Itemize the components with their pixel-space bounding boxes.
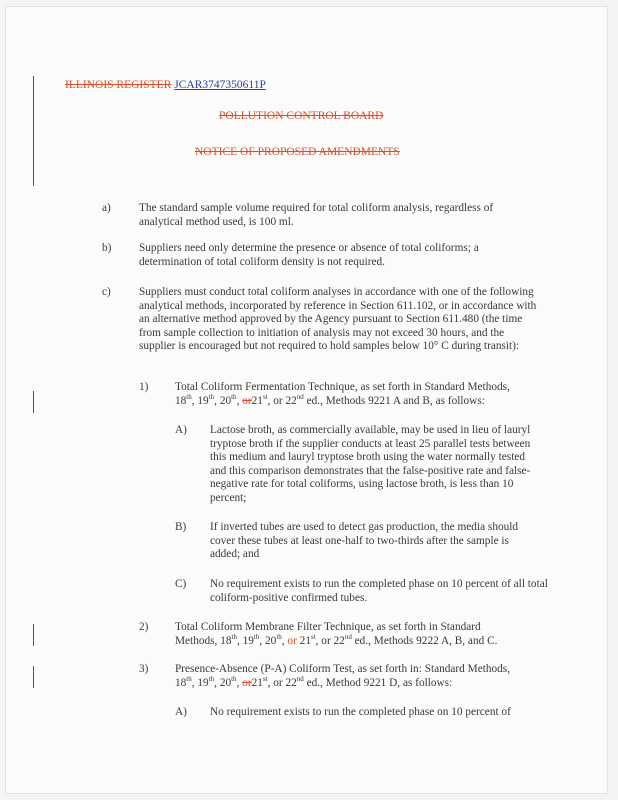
register-header [65, 79, 266, 91]
section-text: The standard sample volume required for total coliform analysis, regardless of analytical method used, is 100 ml. [139, 202, 494, 228]
change-bar [33, 391, 34, 413]
item-text: Total Coliform Membrane Filter Technique, as set forth in Standard Methods, 18th, 19th, 20th, or 21st, or 22nd ed., Methods 9222 A, B, and C. [175, 621, 498, 647]
subitem-text: Lactose broth, as commercially available, may be used in lieu of lauryl tryptose broth if the supplier conducts at least 25 parallel tests between this medium and lauryl tryptose broth using the water normally tested and this comparison demonstrates that the false-positive rate and false-negative rate for total coliforms, using lactose broth, is less than 10 percent; [210, 424, 531, 504]
board-title: POLLUTION CONTROL BOARD [219, 110, 384, 122]
section-label: a) [102, 202, 111, 214]
subitem-label: B) [175, 521, 187, 533]
register-struck: ILLINOIS REGISTER [65, 79, 172, 91]
section-text: Suppliers need only determine the presence or absence of total coliforms; a determination of total coliform density is not required. [139, 242, 479, 268]
item-text: Presence-Absence (P-A) Coliform Test, as set forth in: Standard Methods, 18th, 19th, 20th, or21st, or 22nd ed., Method 9221 D, as follows: [175, 663, 511, 689]
subitem-label: C) [175, 578, 187, 590]
struck-or: or [242, 676, 252, 689]
change-bar [33, 76, 34, 186]
subitem-label: A) [175, 706, 187, 718]
subitem-text: No requirement exists to run the completed phase on 10 percent of all total coliform-positive confirmed tubes. [210, 578, 548, 604]
change-bar [33, 624, 34, 646]
subitem-text: If inverted tubes are used to detect gas production, the media should cover these tubes at least one-half to two-thirds after the sample is added; and [210, 521, 519, 561]
section-label: c) [102, 286, 111, 298]
notice-title: NOTICE OF PROPOSED AMENDMENTS [195, 146, 400, 158]
item-label: 1) [139, 381, 149, 393]
item-text: Total Coliform Fermentation Technique, as set forth in Standard Methods, 18th, 19th, 20th, or21st, or 22nd ed., Methods 9221 A and B, as follows: [175, 381, 510, 407]
item-label: 3) [139, 663, 149, 675]
struck-or: or [242, 394, 252, 407]
item-label: 2) [139, 621, 149, 633]
document-page [5, 6, 608, 794]
register-id: JCAR3747350611P [174, 79, 266, 91]
section-text: Suppliers must conduct total coliform analyses in accordance with one of the following analytical methods, incorporated by reference in Section 611.102, or in accordance with an alternative method approved by the Agency pursuant to Section 611.480 (the time from sample collection to initiation of analysis may not exceed 30 hours, and the supplier is encouraged but not required to hold samples below 10° C during transit): [139, 286, 537, 353]
subitem-text: No requirement exists to run the completed phase on 10 percent of [210, 706, 511, 718]
inserted-or: or [287, 634, 297, 647]
subitem-label: A) [175, 424, 187, 436]
section-label: b) [102, 242, 112, 254]
change-bar [33, 666, 34, 688]
